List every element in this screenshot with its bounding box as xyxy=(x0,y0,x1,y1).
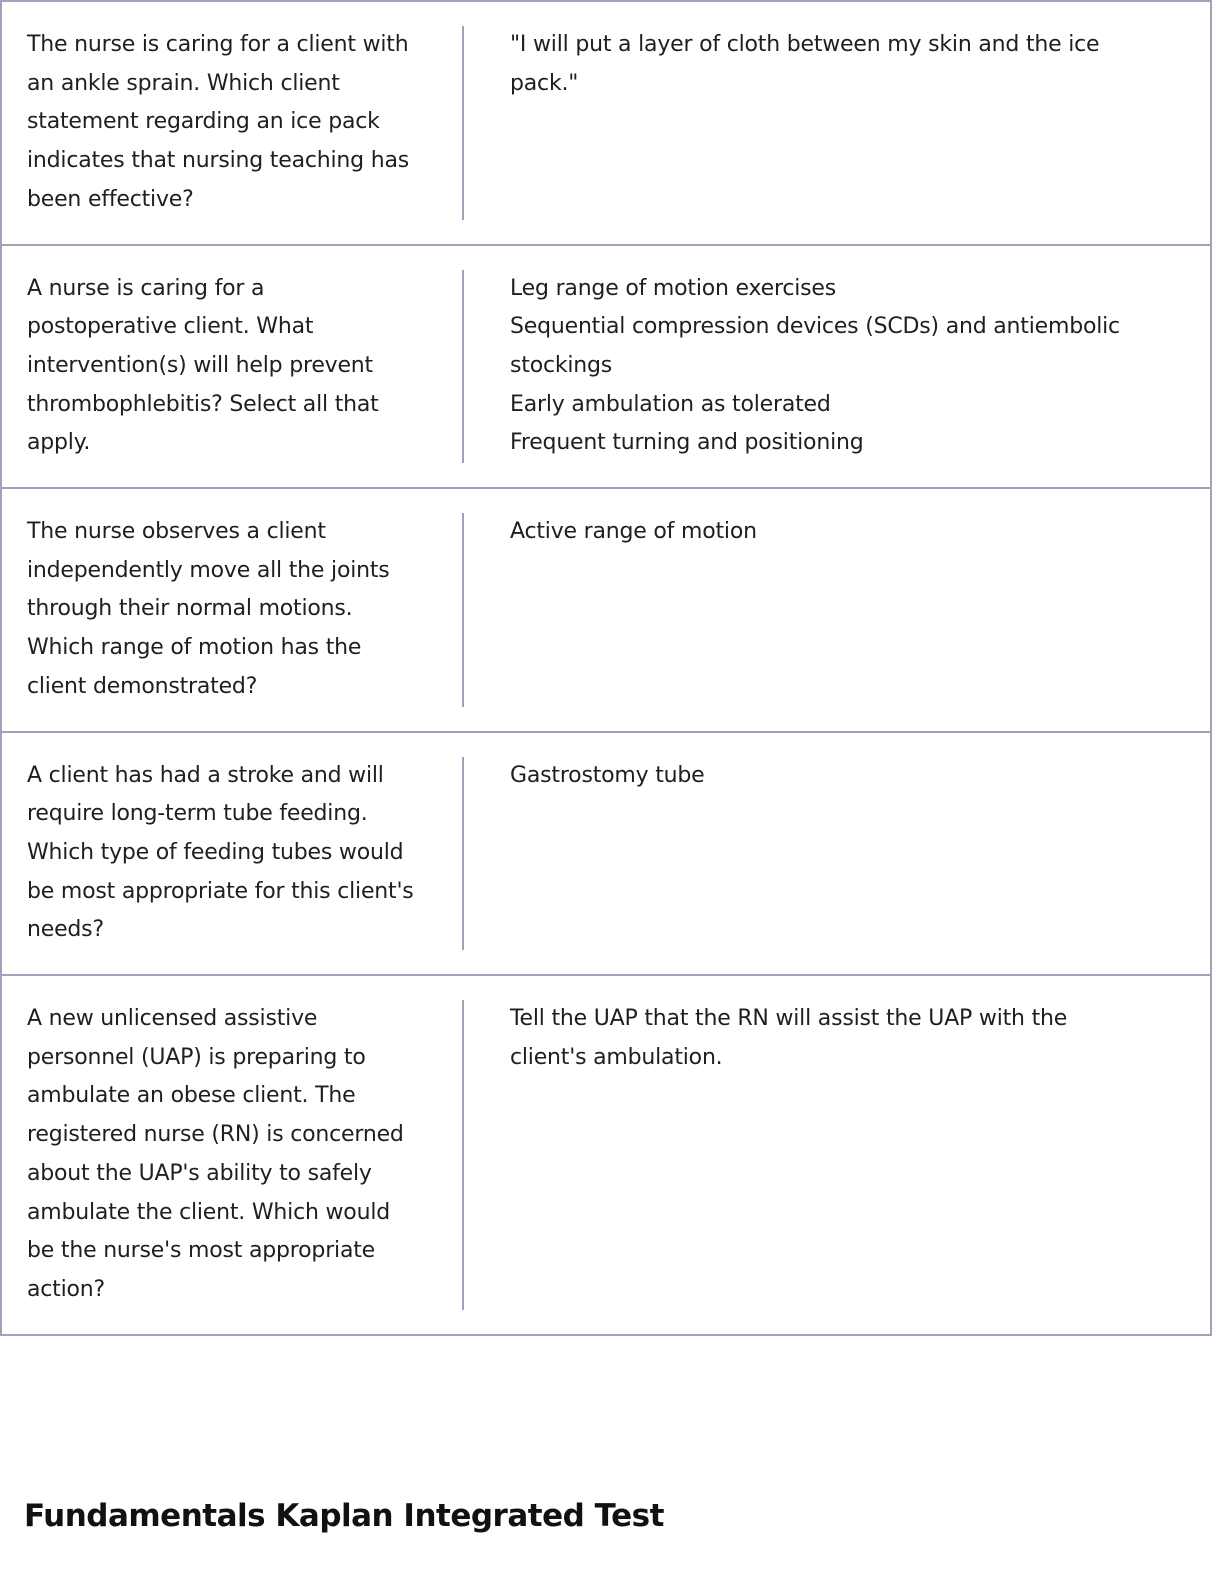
card-definition xyxy=(464,1000,1210,1310)
definition-line: Leg range of motion exercises xyxy=(510,275,837,301)
card-term: A client has had a stroke and will require long-term tube feeding. Which type of feeding tubes would be most appropriate for this client's needs? xyxy=(2,757,464,951)
card-definition xyxy=(464,757,1210,951)
definition-line: Sequential compression devices (SCDs) and antiembolic stockings xyxy=(510,314,1120,378)
card-definition xyxy=(464,513,1210,707)
flashcard-row xyxy=(0,244,1212,490)
flashcard-row xyxy=(0,487,1212,733)
flashcard-row xyxy=(0,974,1212,1336)
card-term: The nurse observes a client independently move all the joints through their normal motions. Which range of motion has the client demonstrated? xyxy=(2,513,464,707)
flashcard-row xyxy=(0,0,1212,246)
definition-line: Tell the UAP that the RN will assist the UAP with the client's ambulation. xyxy=(510,1006,1068,1070)
definition-line: Active range of motion xyxy=(510,519,757,545)
card-term: A nurse is caring for a postoperative client. What intervention(s) will help prevent thrombophlebitis? Select all that apply. xyxy=(2,270,464,464)
flashcard-row xyxy=(0,731,1212,977)
definition-line: Gastrostomy tube xyxy=(510,762,705,788)
definition-line: "I will put a layer of cloth between my skin and the ice pack." xyxy=(510,32,1100,96)
card-definition xyxy=(464,26,1210,220)
set-title: Fundamentals Kaplan Integrated Test xyxy=(24,1498,664,1534)
definition-line: Early ambulation as tolerated xyxy=(510,391,831,417)
card-term: A new unlicensed assistive personnel (UAP) is preparing to ambulate an obese client. The registered nurse (RN) is concerned about the UAP's ability to safely ambulate the client. Which would be the nurse's most appropriate action? xyxy=(2,1000,464,1310)
card-definition xyxy=(464,270,1210,464)
definition-line: Frequent turning and positioning xyxy=(510,430,864,456)
card-term: The nurse is caring for a client with an ankle sprain. Which client statement regarding an ice pack indicates that nursing teaching has been effective? xyxy=(2,26,464,220)
